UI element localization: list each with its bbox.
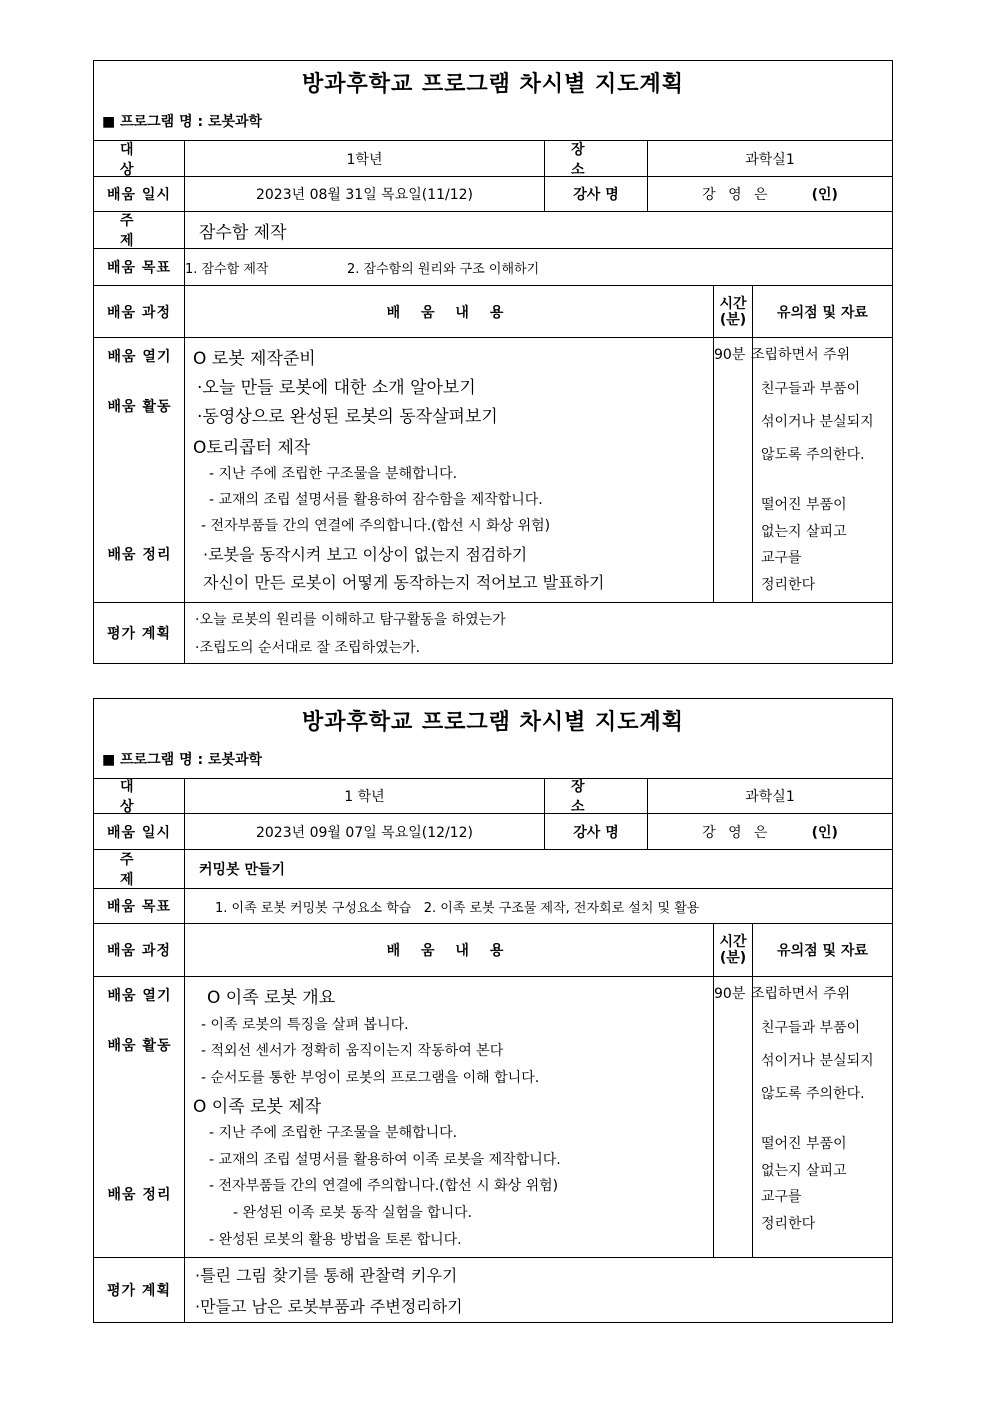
goal-label: 배움 목표 [94, 249, 185, 285]
stage-column [94, 338, 185, 602]
target-value: 1 학년 [185, 779, 545, 813]
content-line: 자신이 만든 로봇이 어떻게 동작하는지 적어보고 발표하기 [203, 573, 605, 592]
stage-column [94, 977, 185, 1257]
process-body-row [94, 338, 892, 603]
date-value: 2023년 09월 07일 목요일(12/12) [185, 814, 545, 849]
place-value: 과학실1 [745, 151, 795, 168]
place-value: 과학실1 [745, 789, 795, 805]
content-line: - 교재의 조립 설명서를 활용하여 잠수함을 제작합니다. [209, 492, 543, 508]
note-line: 없는지 살피고 [761, 524, 847, 540]
notes-column [753, 338, 892, 602]
eval-line: ·틀린 그림 찾기를 통해 관찰력 키우기 [195, 1266, 458, 1285]
eval-line: ·만들고 남은 로봇부품과 주변정리하기 [195, 1297, 463, 1316]
instructor-cell [648, 177, 892, 211]
process-body-row [94, 977, 892, 1258]
content-line: - 교재의 조립 설명서를 활용하여 이족 로봇을 제작합니다. [209, 1152, 561, 1168]
instructor-cell [648, 814, 892, 849]
topic-value: 잠수함 제작 [199, 222, 287, 243]
topic-row [94, 212, 892, 249]
place-label: 장 소 [545, 141, 648, 176]
content-line: O 이족 로봇 개요 [207, 988, 336, 1008]
goal-row [94, 249, 892, 286]
eval-line: ·조립도의 순서대로 잘 조립하였는가. [195, 640, 421, 656]
time-value: 90분 [714, 986, 746, 1002]
seal-mark: (인) [811, 187, 838, 203]
content-line: O 이족 로봇 제작 [193, 1097, 322, 1117]
instructor-label: 강사 명 [545, 177, 648, 211]
content-label: 배 움 내 용 [185, 286, 714, 337]
notes-label: 유의점 및 자료 [777, 943, 868, 959]
instructor-name: 강 영 은 [702, 187, 772, 203]
topic-label: 주 제 [94, 212, 185, 248]
note-line: 떨어진 부품이 [761, 497, 847, 513]
target-row [94, 779, 892, 814]
notes-label: 유의점 및 자료 [777, 304, 868, 321]
eval-label: 평가 계획 [94, 1258, 185, 1322]
content-label: 배 움 내 용 [185, 924, 714, 976]
plan-title: 방과후학교 프로그램 차시별 지도계획 [301, 72, 684, 97]
note-line: 조립하면서 주위 [751, 986, 851, 1002]
content-line: ·오늘 만들 로봇에 대한 소개 알아보기 [197, 378, 476, 398]
goal-value: 1. 이족 로봇 커밍봇 구성요소 학습 2. 이족 로봇 구조물 제작, 전자회로 설치 및 활용 [215, 900, 700, 916]
content-line: - 완성된 로봇의 활용 방법을 토론 합니다. [209, 1232, 462, 1248]
content-line: - 이족 로봇의 특징을 살펴 봅니다. [201, 1017, 409, 1033]
stage-open: 배움 열기 [107, 349, 172, 365]
note-line: 정리한다 [761, 1216, 816, 1232]
date-label: 배움 일시 [94, 177, 185, 211]
time-header: 시간 (분) [714, 924, 753, 976]
process-header-row [94, 924, 892, 977]
content-line: - 지난 주에 조립한 구조물을 분해합니다. [209, 466, 458, 482]
process-header-row [94, 286, 892, 338]
goal-row [94, 889, 892, 924]
note-line: 조립하면서 주위 [751, 347, 851, 363]
eval-content [185, 603, 892, 663]
time-column [714, 977, 753, 1257]
date-row [94, 814, 892, 850]
content-line: - 전자부품들 간의 연결에 주의합니다.(합선 시 화상 위험) [201, 518, 551, 534]
plan-header [94, 61, 892, 141]
date-value: 2023년 08월 31일 목요일(11/12) [185, 177, 545, 211]
program-name: ■ 프로그램 명 : 로봇과학 [102, 752, 263, 768]
content-line: - 완성된 이족 로봇 동작 실험을 합니다. [233, 1205, 473, 1221]
goal-label: 배움 목표 [94, 889, 185, 923]
note-line: 정리한다 [761, 577, 816, 593]
eval-line: ·오늘 로봇의 원리를 이해하고 탐구활동을 하였는가 [195, 612, 506, 628]
time-value: 90분 [714, 347, 746, 363]
topic-label: 주 제 [94, 850, 185, 888]
content-line: - 지난 주에 조립한 구조물을 분해합니다. [209, 1125, 458, 1141]
note-line: 교구를 [761, 550, 802, 566]
content-line: - 전자부품들 간의 연결에 주의합니다.(합선 시 화상 위험) [209, 1178, 559, 1194]
content-line: O 로봇 제작준비 [193, 349, 316, 369]
note-line: 섞이거나 분실되지 [761, 414, 874, 430]
lesson-plan-2 [93, 698, 893, 1323]
stage-activity: 배움 활동 [107, 399, 172, 415]
date-label: 배움 일시 [94, 814, 185, 849]
program-name: ■ 프로그램 명 : 로봇과학 [102, 114, 263, 130]
content-line: O토리콥터 제작 [193, 438, 311, 458]
target-label: 대 상 [94, 779, 185, 813]
process-label: 배움 과정 [94, 286, 185, 337]
stage-activity: 배움 활동 [107, 1038, 172, 1054]
eval-row [94, 603, 892, 663]
note-line: 않도록 주의한다. [761, 447, 865, 463]
plan-header [94, 699, 892, 779]
target-label: 대 상 [94, 141, 185, 176]
content-line: ·동영상으로 완성된 로봇의 동작살펴보기 [197, 407, 498, 427]
topic-value: 커밍봇 만들기 [199, 862, 286, 878]
time-header: 시간 (분) [714, 286, 753, 337]
target-row [94, 141, 892, 177]
goal-value: 1. 잠수함 제작 2. 잠수함의 원리와 구조 이해하기 [185, 261, 540, 277]
plan-title: 방과후학교 프로그램 차시별 지도계획 [301, 710, 684, 735]
note-line: 없는지 살피고 [761, 1163, 847, 1179]
content-line: - 적외선 센서가 정확히 움직이는지 작동하여 본다 [201, 1043, 504, 1059]
note-line: 않도록 주의한다. [761, 1086, 865, 1102]
topic-row [94, 850, 892, 889]
lesson-plan-1 [93, 60, 893, 664]
instructor-name: 강 영 은 [702, 824, 772, 841]
note-line: 섞이거나 분실되지 [761, 1053, 874, 1069]
content-column [185, 338, 714, 602]
eval-row [94, 1258, 892, 1322]
instructor-label: 강사 명 [545, 814, 648, 849]
target-value: 1학년 [185, 141, 545, 176]
date-row [94, 177, 892, 212]
content-column [185, 977, 714, 1257]
eval-label: 평가 계획 [94, 603, 185, 663]
stage-close: 배움 정리 [107, 1187, 172, 1203]
time-column [714, 338, 753, 602]
seal-mark: (인) [811, 824, 838, 841]
process-label: 배움 과정 [94, 924, 185, 976]
note-line: 떨어진 부품이 [761, 1136, 847, 1152]
content-line: ·로봇을 동작시켜 보고 이상이 없는지 점검하기 [203, 545, 528, 564]
note-line: 친구들과 부품이 [761, 1020, 861, 1036]
stage-open: 배움 열기 [107, 988, 172, 1004]
stage-close: 배움 정리 [107, 547, 172, 563]
note-line: 친구들과 부품이 [761, 381, 861, 397]
eval-content [185, 1258, 892, 1322]
place-label: 장 소 [545, 779, 648, 813]
notes-column [753, 977, 892, 1257]
note-line: 교구를 [761, 1189, 802, 1205]
content-line: - 순서도를 통한 부엉이 로봇의 프로그램을 이해 합니다. [201, 1070, 540, 1086]
